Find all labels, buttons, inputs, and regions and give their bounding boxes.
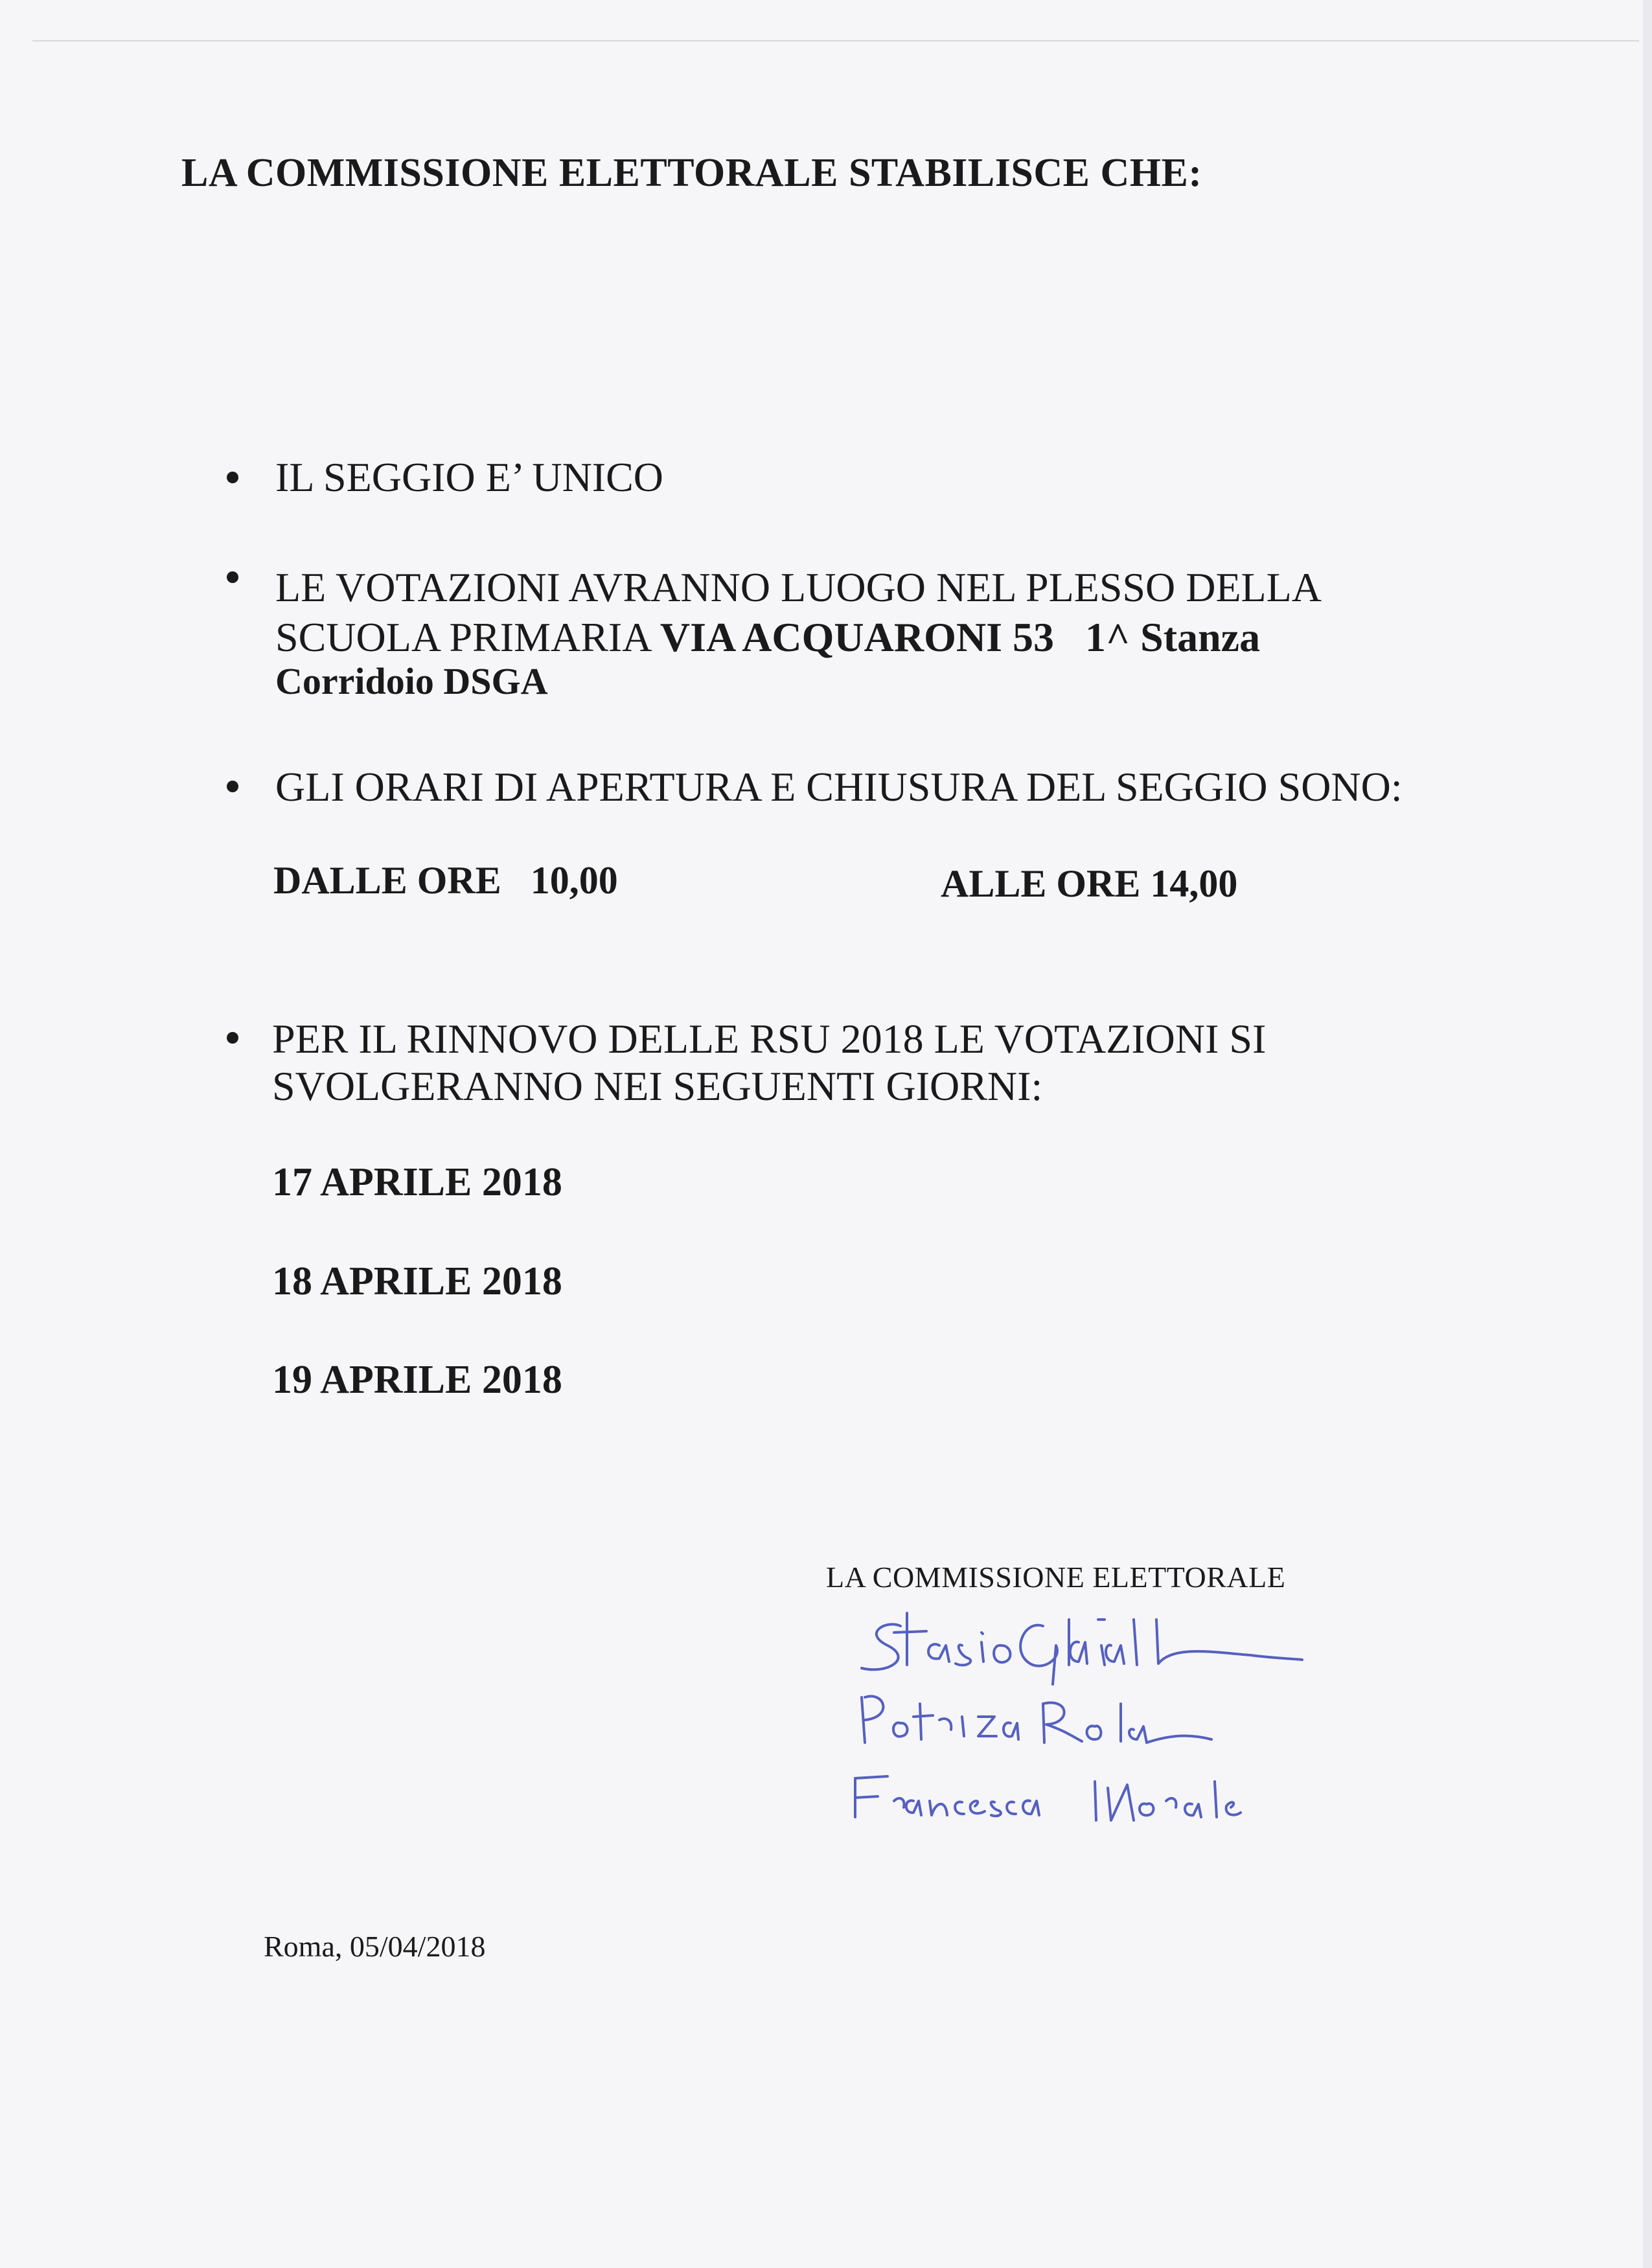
bullet-icon xyxy=(227,472,238,483)
scan-edge xyxy=(32,40,1639,61)
signature-image xyxy=(849,1607,1484,1827)
item-votazioni-line2-normal: SCUOLA PRIMARIA xyxy=(275,614,660,660)
place-and-date: Roma, 05/04/2018 xyxy=(264,1930,486,1963)
item-rinnovo-line2: SVOLGERANNO NEI SEGUENTI GIORNI: xyxy=(272,1063,1043,1109)
hours-to: ALLE ORE 14,00 xyxy=(941,862,1238,905)
item-orari: GLI ORARI DI APERTURA E CHIUSURA DEL SEGGIO SONO: xyxy=(275,764,1403,810)
handwritten-signatures xyxy=(849,1607,1484,1827)
hours-from: DALLE ORE 10,00 xyxy=(273,859,618,902)
bullet-icon xyxy=(227,781,238,792)
item-votazioni-line1: LE VOTAZIONI AVRANNO LUOGO NEL PLESSO DELLA xyxy=(275,564,1322,610)
item-seggio-unico: IL SEGGIO E’ UNICO xyxy=(275,454,663,500)
item-votazioni-room: Corridoio DSGA xyxy=(275,660,548,702)
scan-edge-right xyxy=(1643,0,1652,2268)
bullet-icon xyxy=(227,571,238,583)
item-rinnovo-line1: PER IL RINNOVO DELLE RSU 2018 LE VOTAZIONI SI xyxy=(272,1016,1267,1062)
item-votazioni-line2 xyxy=(275,613,1260,661)
voting-date-2: 18 APRILE 2018 xyxy=(272,1259,562,1303)
signature-title: LA COMMISSIONE ELETTORALE xyxy=(826,1561,1286,1594)
document-title: LA COMMISSIONE ELETTORALE STABILISCE CHE: xyxy=(181,151,1202,195)
voting-date-1: 17 APRILE 2018 xyxy=(272,1160,562,1204)
bullet-icon xyxy=(227,1032,238,1044)
voting-date-3: 19 APRILE 2018 xyxy=(272,1358,562,1402)
item-votazioni-address: VIA ACQUARONI 53 1^ Stanza xyxy=(660,614,1261,660)
